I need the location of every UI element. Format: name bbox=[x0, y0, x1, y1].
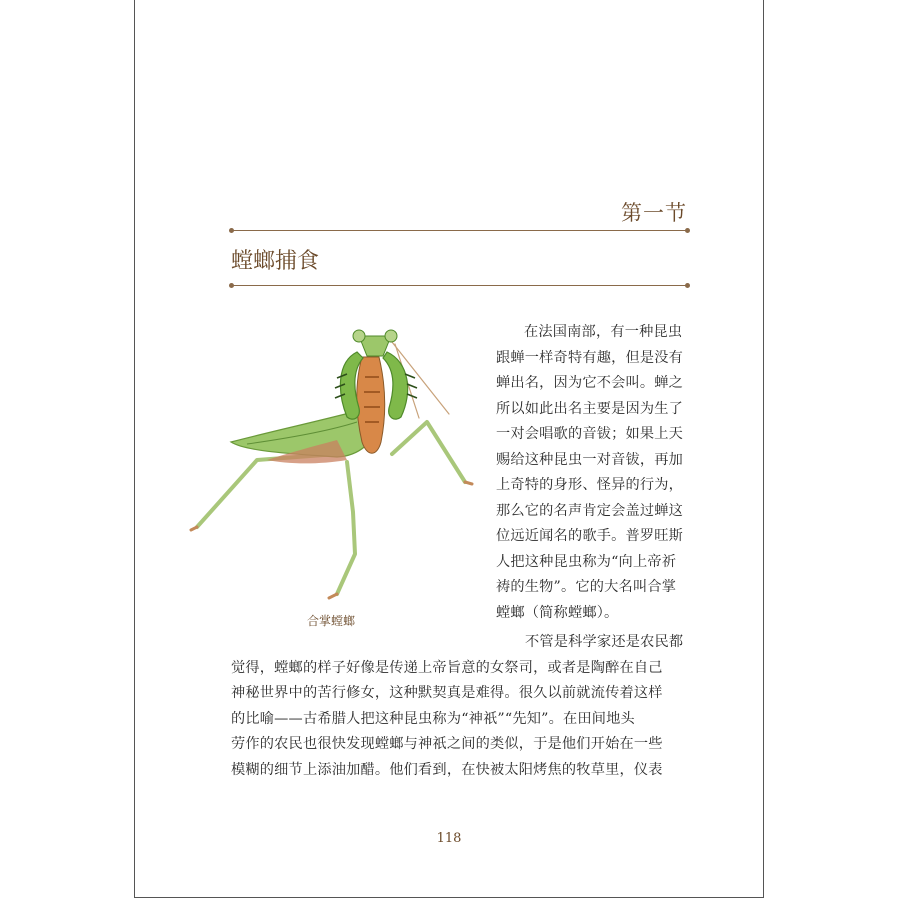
paragraph-line: 劳作的农民也很快发现螳螂与神祇之间的类似，于是他们开始在一些 bbox=[231, 736, 663, 752]
paragraph-line: 蝉出名，因为它不会叫。蝉之 bbox=[496, 375, 684, 391]
mantis-illustration bbox=[187, 322, 477, 612]
paragraph-line: 一对会唱歌的音钹；如果上天 bbox=[496, 426, 684, 442]
paragraph-line: 螳螂（简称螳螂）。 bbox=[496, 604, 619, 621]
paragraph-line: 赐给这种昆虫一对音钹，再加 bbox=[496, 451, 684, 468]
section-label: 第一节 bbox=[621, 201, 687, 225]
figure-caption: 合掌螳螂 bbox=[307, 614, 356, 628]
paragraph-line: 的比喻——古希腊人把这种昆虫称为“神祇”“先知”。在田间地头 bbox=[231, 710, 635, 727]
paragraph-line: 神秘世界中的苦行修女，这种默契真是难得。很久以前就流传着这样 bbox=[231, 685, 663, 701]
paragraph-line: 在法国南部，有一种昆虫 bbox=[524, 324, 683, 340]
wide-text bbox=[231, 630, 691, 783]
paragraph-line: 上奇特的身形、怪异的行为， bbox=[496, 477, 684, 493]
page-number: 118 bbox=[436, 831, 462, 846]
header-rule-top bbox=[231, 230, 688, 231]
column-text bbox=[496, 320, 692, 626]
paragraph-line: 人把这种昆虫称为“向上帝祈 bbox=[496, 553, 677, 570]
paragraph-line: 所以如此出名主要是因为生了 bbox=[496, 400, 684, 417]
paragraph-line: 那么它的名声肯定会盖过蝉这 bbox=[496, 502, 684, 519]
paragraph-line: 位远近闻名的歌手。普罗旺斯 bbox=[496, 528, 684, 544]
paragraph-line: 模糊的细节上添油加醋。他们看到，在快被太阳烤焦的牧草里，仪表 bbox=[231, 761, 663, 778]
paragraph-line: 祷的生物”。它的大名叫合掌 bbox=[496, 579, 677, 595]
paragraph-line: 不管是科学家还是农民都 bbox=[525, 634, 684, 650]
book-page bbox=[134, 0, 764, 898]
paragraph-line: 跟蝉一样奇特有趣，但是没有 bbox=[496, 349, 684, 366]
header-rule-bottom bbox=[231, 285, 688, 286]
chapter-title: 螳螂捕食 bbox=[231, 249, 320, 274]
paragraph-line: 觉得，螳螂的样子好像是传递上帝旨意的女祭司，或者是陶醉在自己 bbox=[231, 659, 663, 676]
